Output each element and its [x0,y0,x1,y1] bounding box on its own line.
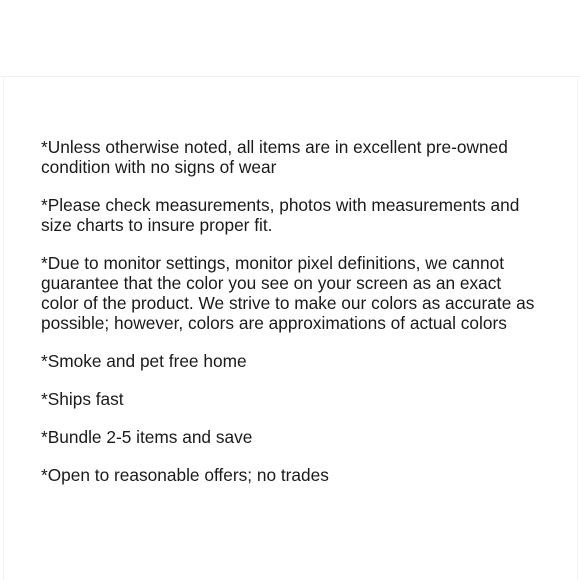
image-top-edge [0,76,580,77]
image-left-edge [3,76,4,580]
note-smoke-pet-free: *Smoke and pet free home [41,351,247,371]
note-offers: *Open to reasonable offers; no trades [41,465,329,485]
seller-notes [41,137,541,503]
note-measurements: *Please check measurements, photos with measurements and size charts to insure proper fit. [41,195,520,235]
note-ships-fast: *Ships fast [41,389,124,409]
image-right-edge [577,76,578,580]
note-color-disclaimer: *Due to monitor settings, monitor pixel definitions, we cannot guarantee that the color you see on your screen as an exact color of the product. We strive to make our colors as accurate as possible; however, colors are approximations of actual colors [41,253,535,333]
note-condition: *Unless otherwise noted, all items are in excellent pre-owned condition with no signs of wear [41,137,508,177]
note-bundle: *Bundle 2-5 items and save [41,427,253,447]
